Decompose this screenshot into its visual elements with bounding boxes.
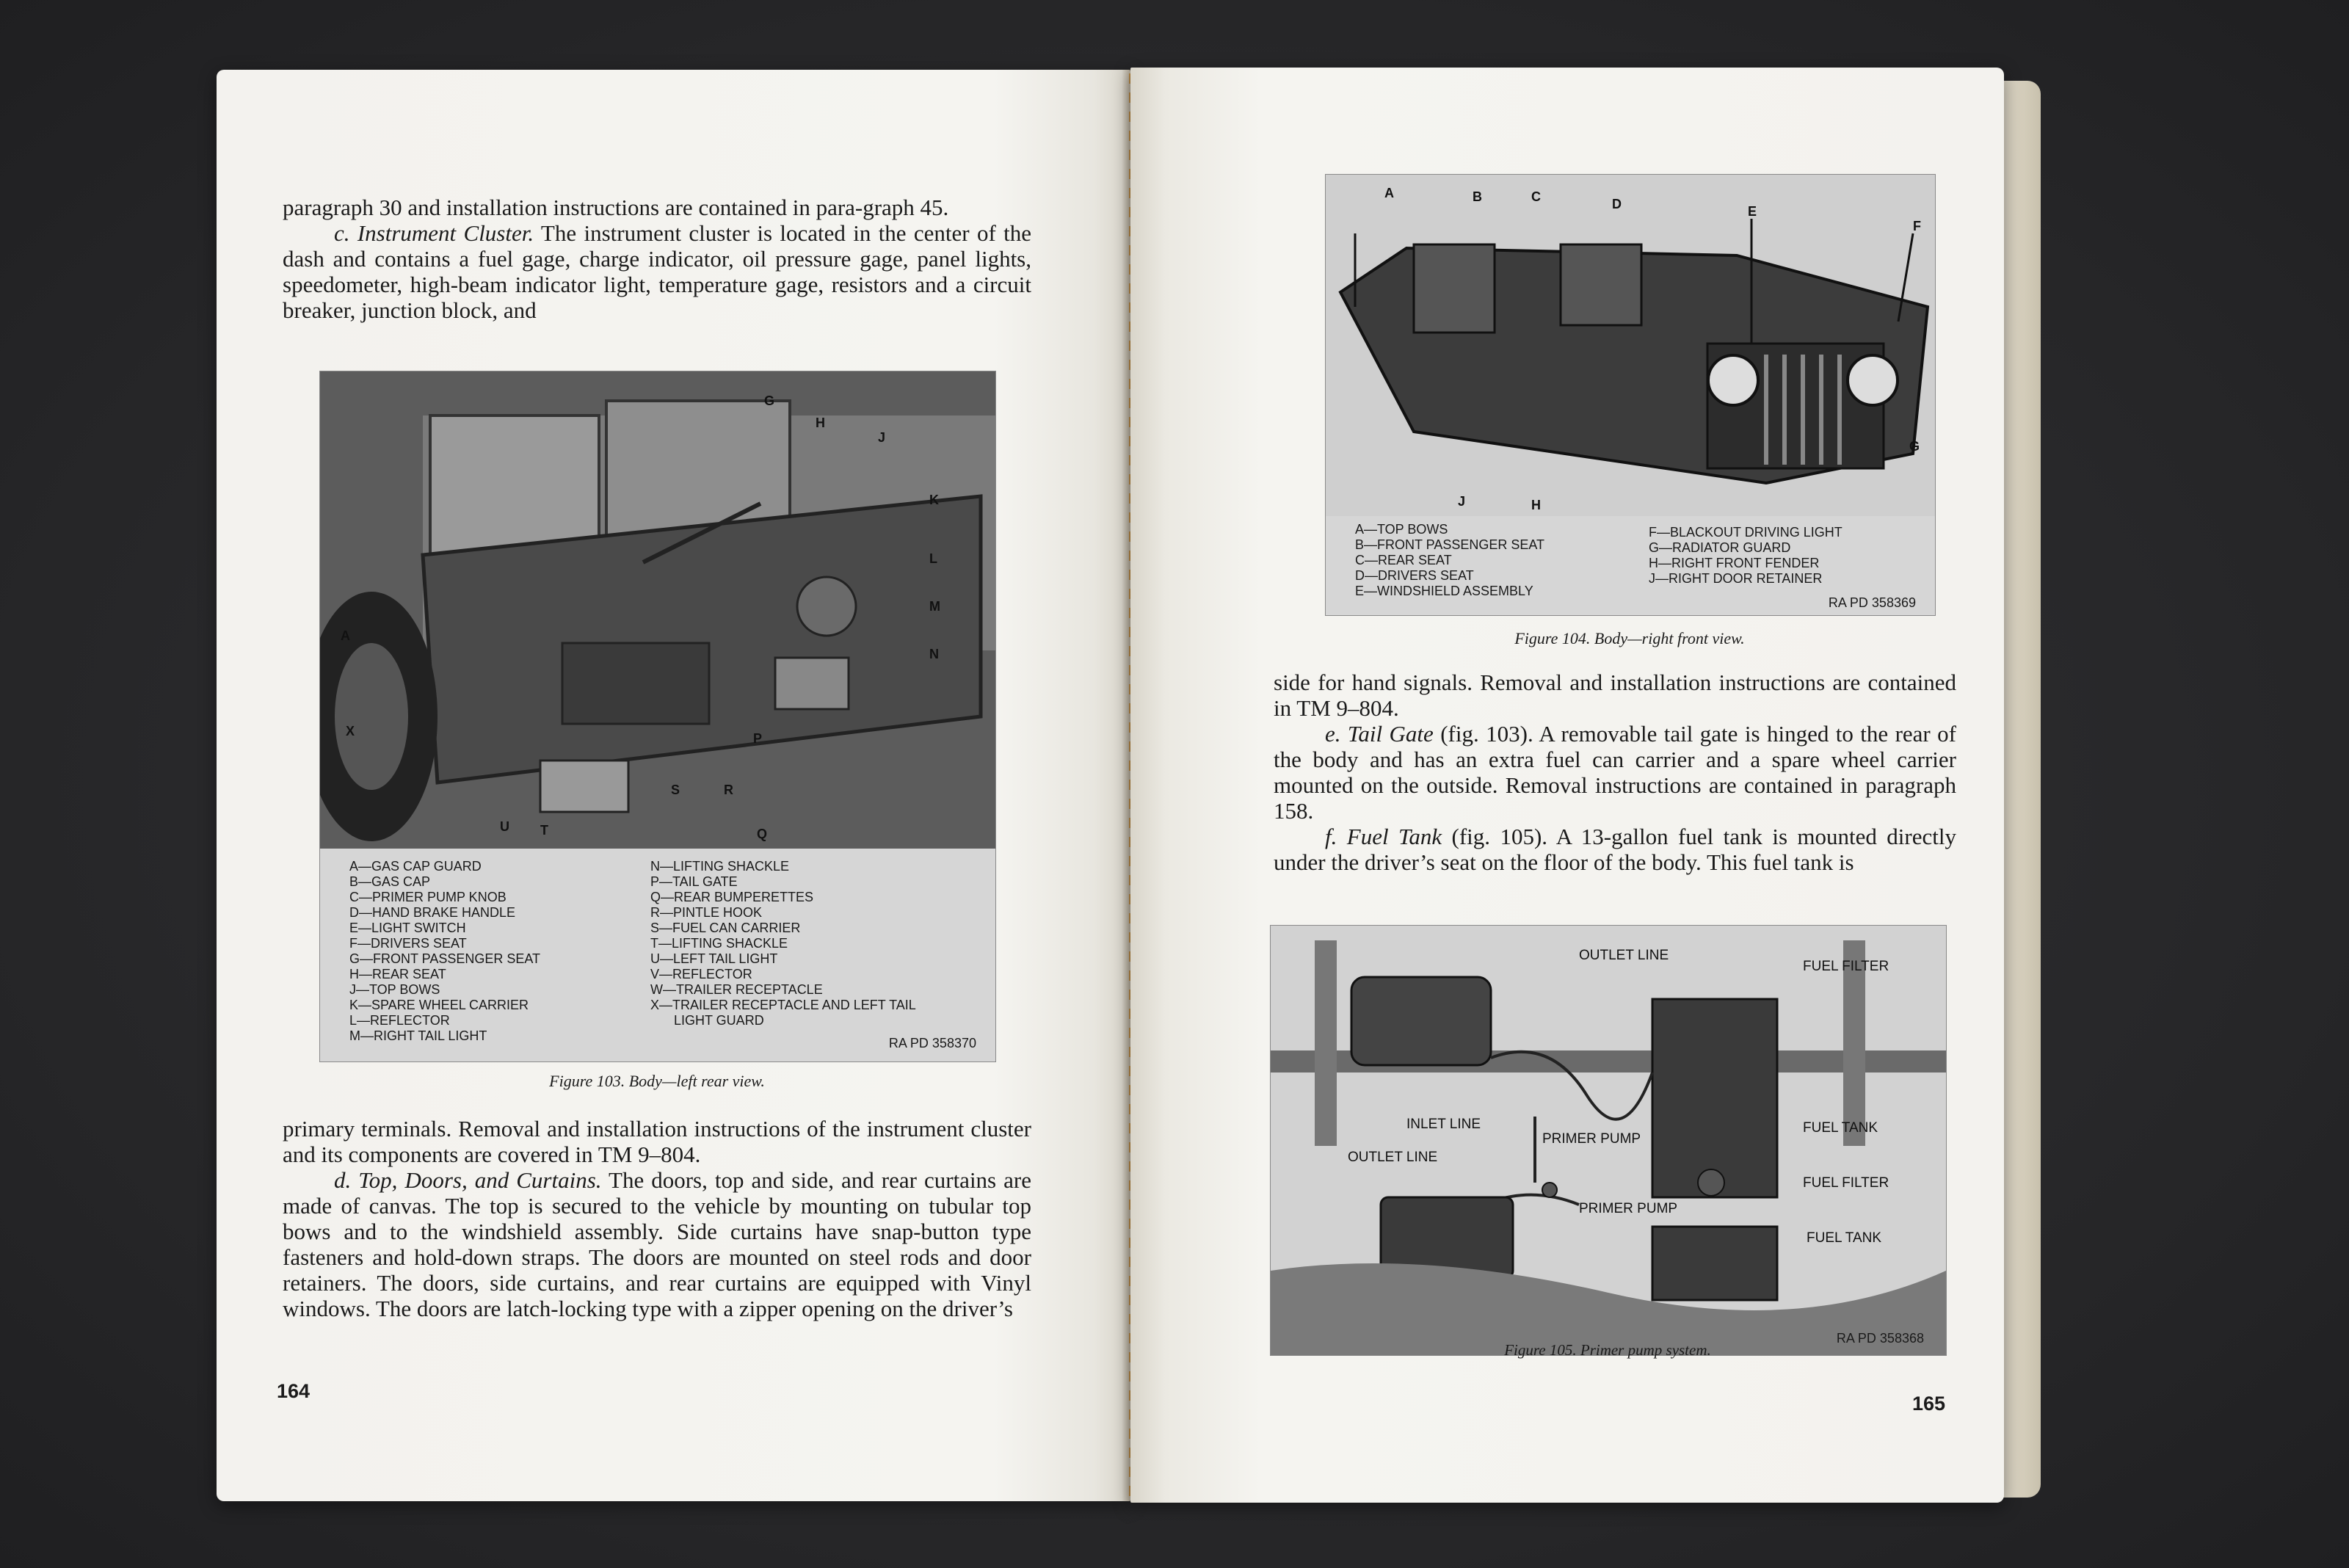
page-number-right: 165 — [1912, 1393, 1946, 1415]
figure-104 — [1325, 174, 1936, 616]
label-fuel-tank-top: FUEL TANK — [1803, 1120, 1878, 1136]
legend-right-col — [650, 859, 916, 1028]
figure-104-legend — [1326, 516, 1935, 615]
right-page — [1130, 68, 2004, 1503]
legend-item: Q—REAR BUMPERETTES — [650, 890, 814, 904]
legend-item: S—FUEL CAN CARRIER — [650, 921, 801, 935]
callout-t: T — [540, 823, 548, 838]
legend-item: C—PRIMER PUMP KNOB — [349, 890, 507, 904]
label-outlet-line-bottom: OUTLET LINE — [1348, 1150, 1438, 1165]
legend-item: P—TAIL GATE — [650, 874, 738, 889]
callout-a: A — [341, 628, 350, 643]
legend-left-col — [349, 859, 540, 1044]
c-text: The instrument cluster is located in the center of the dash and contains a fuel gage, charge indicator, oil pressure gage, panel lights, speedometer, high-beam indicator light, temperature gage, resistors and a circuit breaker, junction block, and — [283, 220, 1032, 323]
callout-m: M — [929, 599, 940, 614]
callout-j: J — [878, 430, 886, 445]
figure-105 — [1270, 925, 1947, 1356]
callout-g: G — [764, 393, 775, 408]
legend-item: J—TOP BOWS — [349, 982, 440, 997]
callout-x: X — [346, 724, 355, 738]
legend-item: F—BLACKOUT DRIVING LIGHT — [1649, 525, 1842, 540]
callout-p: P — [753, 731, 763, 746]
right-middle-text — [1274, 669, 1956, 875]
hand-signals-paragraph: side for hand signals. Removal and installation instructions are contained in TM 9–804. — [1274, 669, 1956, 721]
f-text: (fig. 105). A 13-gallon fuel tank is mounted directly under the driver’s seat on the floor of the body. This fuel tank is — [1274, 824, 1956, 875]
jeep-rear-illustration — [320, 371, 995, 849]
callout-a: A — [1384, 186, 1394, 200]
legend-item: LIGHT GUARD — [674, 1013, 764, 1028]
fuel-tank-paragraph — [1274, 824, 1956, 875]
figure-105-ra-number: RA PD 358368 — [1836, 1331, 1924, 1346]
callout-u: U — [500, 819, 509, 834]
legend-item: K—SPARE WHEEL CARRIER — [349, 998, 529, 1012]
legend-item: W—TRAILER RECEPTACLE — [650, 982, 823, 997]
left-top-text — [283, 195, 1031, 323]
label-fuel-filter-top: FUEL FILTER — [1803, 959, 1889, 974]
callout-r: R — [724, 783, 733, 797]
label-fuel-filter-bottom: FUEL FILTER — [1803, 1175, 1889, 1191]
label-primer-pump-top: PRIMER PUMP — [1542, 1131, 1641, 1147]
c-heading: c. Instrument Cluster. — [334, 220, 534, 246]
label-inlet-line: INLET LINE — [1406, 1117, 1481, 1132]
callout-d: D — [1612, 197, 1622, 211]
legend-item: N—LIFTING SHACKLE — [650, 859, 790, 874]
label-outlet-line-top: OUTLET LINE — [1579, 948, 1669, 963]
instrument-cluster-paragraph — [283, 220, 1031, 323]
callout-s: S — [671, 783, 680, 797]
f-heading: f. Fuel Tank — [1325, 824, 1442, 849]
legend-item: H—REAR SEAT — [349, 967, 446, 981]
left-page — [217, 70, 1130, 1501]
legend-item: V—REFLECTOR — [650, 967, 752, 981]
legend-item: A—GAS CAP GUARD — [349, 859, 482, 874]
page-number-left: 164 — [277, 1380, 311, 1402]
e-heading: e. Tail Gate — [1325, 721, 1434, 747]
e-text: (fig. 103). A removable tail gate is hinged to the rear of the body and has an extra fuel can carrier and a spare wheel carrier mounted on the outside. Removal instructions are contained in paragraph 158. — [1274, 721, 1957, 824]
callout-k: K — [929, 493, 939, 507]
callout-b: B — [1473, 189, 1482, 204]
jeep-front-illustration — [1326, 175, 1935, 516]
label-primer-pump-bottom: PRIMER PUMP — [1579, 1201, 1678, 1216]
legend-right-col — [1649, 525, 1842, 587]
callout-c: C — [1531, 189, 1541, 204]
legend-item: C—REAR SEAT — [1355, 553, 1452, 567]
legend-item: M—RIGHT TAIL LIGHT — [349, 1028, 487, 1043]
figure-104-ra-number: RA PD 358369 — [1828, 595, 1916, 610]
legend-item: E—WINDSHIELD ASSEMBLY — [1355, 584, 1533, 598]
callout-h: H — [1531, 498, 1541, 512]
legend-item: F—DRIVERS SEAT — [349, 936, 467, 951]
legend-item: G—RADIATOR GUARD — [1649, 540, 1791, 555]
callout-q: Q — [757, 827, 768, 841]
figure-103 — [319, 371, 996, 1062]
legend-item: T—LIFTING SHACKLE — [650, 936, 788, 951]
legend-item: D—DRIVERS SEAT — [1355, 568, 1474, 583]
legend-left-col — [1355, 522, 1544, 599]
legend-item: B—GAS CAP — [349, 874, 431, 889]
legend-item: X—TRAILER RECEPTACLE AND LEFT TAIL — [650, 998, 916, 1012]
callout-h: H — [816, 415, 825, 430]
left-bottom-text — [283, 1116, 1031, 1321]
label-fuel-tank-bottom: FUEL TANK — [1807, 1230, 1882, 1246]
figure-103-caption: Figure 103. Body—left rear view. — [549, 1072, 765, 1090]
figure-103-photo — [320, 371, 995, 849]
callout-n: N — [929, 647, 939, 661]
legend-item: H—RIGHT FRONT FENDER — [1649, 556, 1820, 570]
callout-l: L — [929, 551, 937, 566]
legend-item: U—LEFT TAIL LIGHT — [650, 951, 778, 966]
legend-item: E—LIGHT SWITCH — [349, 921, 466, 935]
callout-f: F — [1913, 219, 1921, 233]
d-heading: d. Top, Doors, and Curtains. — [334, 1167, 602, 1193]
legend-item: J—RIGHT DOOR RETAINER — [1649, 571, 1823, 586]
figure-103-legend — [320, 849, 995, 1061]
figure-104-caption: Figure 104. Body—right front view. — [1514, 629, 1745, 647]
top-doors-curtains-paragraph — [283, 1167, 1031, 1321]
callout-j: J — [1458, 494, 1466, 509]
legend-item: D—HAND BRAKE HANDLE — [349, 905, 516, 920]
figure-105-caption: Figure 105. Primer pump system. — [1504, 1341, 1711, 1359]
callout-g: G — [1909, 439, 1920, 454]
primary-terminals-paragraph: primary terminals. Removal and installation instructions of the instrument cluster and its components are covered in TM 9–804. — [283, 1116, 1031, 1167]
d-text: The doors, top and side, and rear curtains are made of canvas. The top is secured to the vehicle by mounting on tubular top bows and to the windshield assembly. Side curtains have snap-button type fasteners and hold-down straps. The doors are mounted on steel rods and door retainers. The doors, side curtains, and rear curtains are equipped with Vinyl windows. The doors are latch-locking type with a zipper opening on the driver’s — [283, 1167, 1031, 1321]
legend-item: G—FRONT PASSENGER SEAT — [349, 951, 541, 966]
figure-104-photo — [1326, 175, 1935, 516]
legend-item: L—REFLECTOR — [349, 1013, 450, 1028]
legend-item: R—PINTLE HOOK — [650, 905, 763, 920]
legend-item: B—FRONT PASSENGER SEAT — [1355, 537, 1545, 552]
legend-item: A—TOP BOWS — [1355, 522, 1448, 537]
paragraph-continuation: paragraph 30 and installation instructions are contained in para-graph 45. — [283, 195, 949, 220]
tail-gate-paragraph — [1274, 721, 1956, 824]
callout-e: E — [1748, 204, 1757, 219]
figure-103-ra-number: RA PD 358370 — [888, 1036, 976, 1050]
